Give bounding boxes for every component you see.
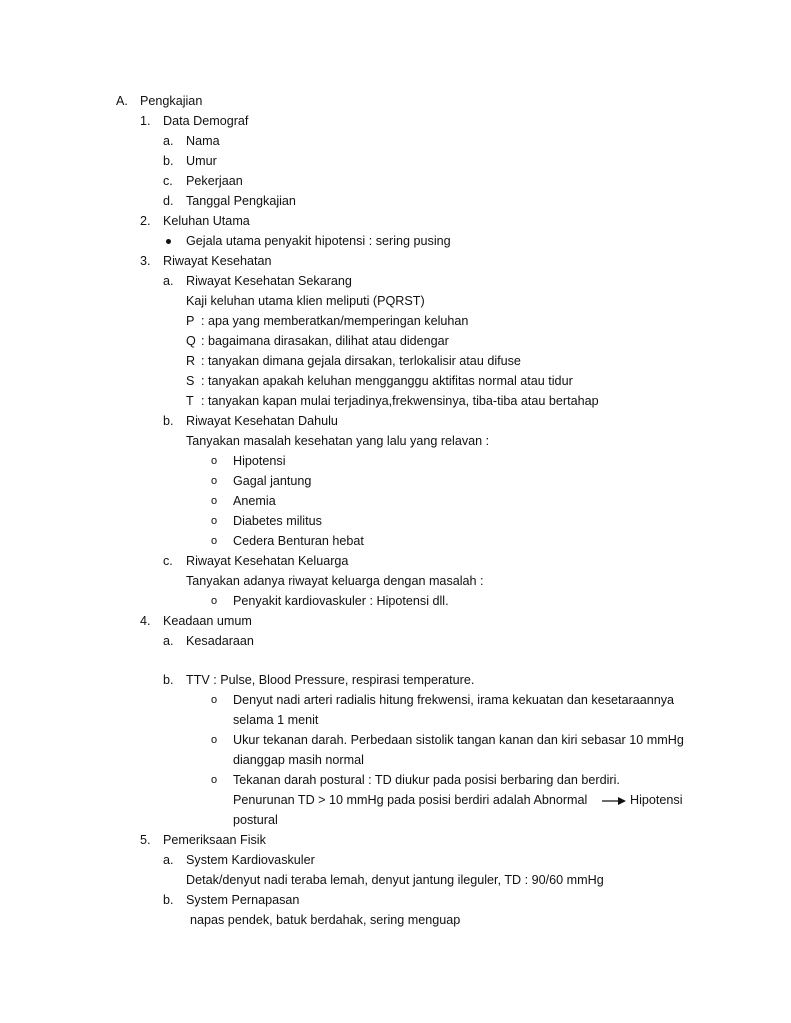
circle-bullet-icon: o (211, 475, 218, 487)
pqrst-text: : apa yang memberatkan/memperingan keluhan (201, 314, 469, 328)
kardio-detail: Detak/denyut nadi teraba lemah, denyut jantung ileguler, TD : 90/60 mmHg (186, 873, 604, 887)
pqrst-letter: S (186, 374, 195, 388)
list-item: Nama (186, 134, 220, 148)
fisik-title: Pemeriksaan Fisik (163, 833, 266, 847)
section-title: Pengkajian (140, 94, 203, 108)
pqrst-text: : bagaimana dirasakan, dilihat atau didengar (201, 334, 449, 348)
circle-bullet-icon: o (211, 495, 218, 507)
bullet-dot-icon (166, 239, 171, 244)
circle-bullet-icon: o (211, 774, 218, 786)
kardio-marker: a. (163, 853, 174, 867)
list-item: Hipotensi (233, 454, 286, 468)
keadaan-title: Keadaan umum (163, 614, 252, 628)
dahulu-intro: Tanyakan masalah kesehatan yang lalu yang relavan : (186, 434, 490, 448)
ttv-item-line: postural (233, 813, 278, 827)
ttv-item-line: Penurunan TD > 10 mmHg pada posisi berdiri adalah Abnormal (233, 793, 588, 807)
list-item-marker: d. (163, 194, 174, 208)
fisik-marker: 5. (140, 833, 151, 847)
keluarga-intro: Tanyakan adanya riwayat keluarga dengan masalah : (186, 574, 484, 588)
ttv-title: TTV : Pulse, Blood Pressure, respirasi temperature. (186, 673, 475, 687)
keluhan-title: Keluhan Utama (163, 214, 250, 228)
napas-detail: napas pendek, batuk berdahak, sering menguap (190, 913, 461, 927)
list-item: Gagal jantung (233, 474, 312, 488)
kesadaran-marker: a. (163, 634, 174, 648)
sekarang-intro: Kaji keluhan utama klien meliputi (PQRST) (186, 294, 425, 308)
dahulu-title: Riwayat Kesehatan Dahulu (186, 414, 338, 428)
ttv-item-line: Tekanan darah postural : TD diukur pada posisi berbaring dan berdiri. (233, 773, 620, 787)
dahulu-marker: b. (163, 414, 174, 428)
ttv-item-line: selama 1 menit (233, 713, 319, 727)
keluarga-title: Riwayat Kesehatan Keluarga (186, 554, 349, 568)
circle-bullet-icon: o (211, 455, 218, 467)
pqrst-letter: T (186, 394, 194, 408)
keluhan-marker: 2. (140, 214, 151, 228)
napas-title: System Pernapasan (186, 893, 300, 907)
kardio-title: System Kardiovaskuler (186, 853, 315, 867)
keluhan-bullet: Gejala utama penyakit hipotensi : sering pusing (186, 234, 451, 248)
sekarang-marker: a. (163, 274, 174, 288)
circle-bullet-icon: o (211, 734, 218, 746)
list-item: Pekerjaan (186, 174, 243, 188)
list-item: Tanggal Pengkajian (186, 194, 296, 208)
list-item-marker: b. (163, 154, 174, 168)
circle-bullet-icon: o (211, 595, 218, 607)
riwayat-marker: 3. (140, 254, 151, 268)
demografi-marker: 1. (140, 114, 151, 128)
kesadaran-text: Kesadaraan (186, 634, 254, 648)
pqrst-text: : tanyakan apakah keluhan mengganggu aktifitas normal atau tidur (201, 374, 573, 388)
demografi-title: Data Demograf (163, 114, 249, 128)
ttv-item-line: Denyut nadi arteri radialis hitung frekwensi, irama kekuatan dan kesetaraannya (233, 693, 675, 707)
pqrst-text: : tanyakan dimana gejala dirsakan, terlokalisir atau difuse (201, 354, 521, 368)
pqrst-letter: R (186, 354, 196, 368)
sekarang-title: Riwayat Kesehatan Sekarang (186, 274, 352, 288)
riwayat-title: Riwayat Kesehatan (163, 254, 272, 268)
keluarga-marker: c. (163, 554, 173, 568)
circle-bullet-icon: o (211, 694, 218, 706)
list-item-marker: c. (163, 174, 173, 188)
ttv-arrow-target: Hipotensi (630, 793, 683, 807)
list-item: Umur (186, 154, 217, 168)
arrow-right-icon (602, 797, 626, 805)
list-item: Diabetes militus (233, 514, 322, 528)
pqrst-text: : tanyakan kapan mulai terjadinya,frekwensinya, tiba-tiba atau bertahap (201, 394, 599, 408)
ttv-item-line: Ukur tekanan darah. Perbedaan sistolik tangan kanan dan kiri sebasar 10 mmHg (233, 733, 684, 747)
circle-bullet-icon: o (211, 535, 218, 547)
pqrst-letter: P (186, 314, 195, 328)
ttv-item-line: dianggap masih normal (233, 753, 364, 767)
pqrst-letter: Q (186, 334, 196, 348)
list-item-marker: a. (163, 134, 174, 148)
list-item: Anemia (233, 494, 276, 508)
list-item: Cedera Benturan hebat (233, 534, 364, 548)
keadaan-marker: 4. (140, 614, 151, 628)
section-marker: A. (116, 94, 128, 108)
ttv-marker: b. (163, 673, 174, 687)
circle-bullet-icon: o (211, 515, 218, 527)
napas-marker: b. (163, 893, 174, 907)
list-item: Penyakit kardiovaskuler : Hipotensi dll. (233, 594, 449, 608)
